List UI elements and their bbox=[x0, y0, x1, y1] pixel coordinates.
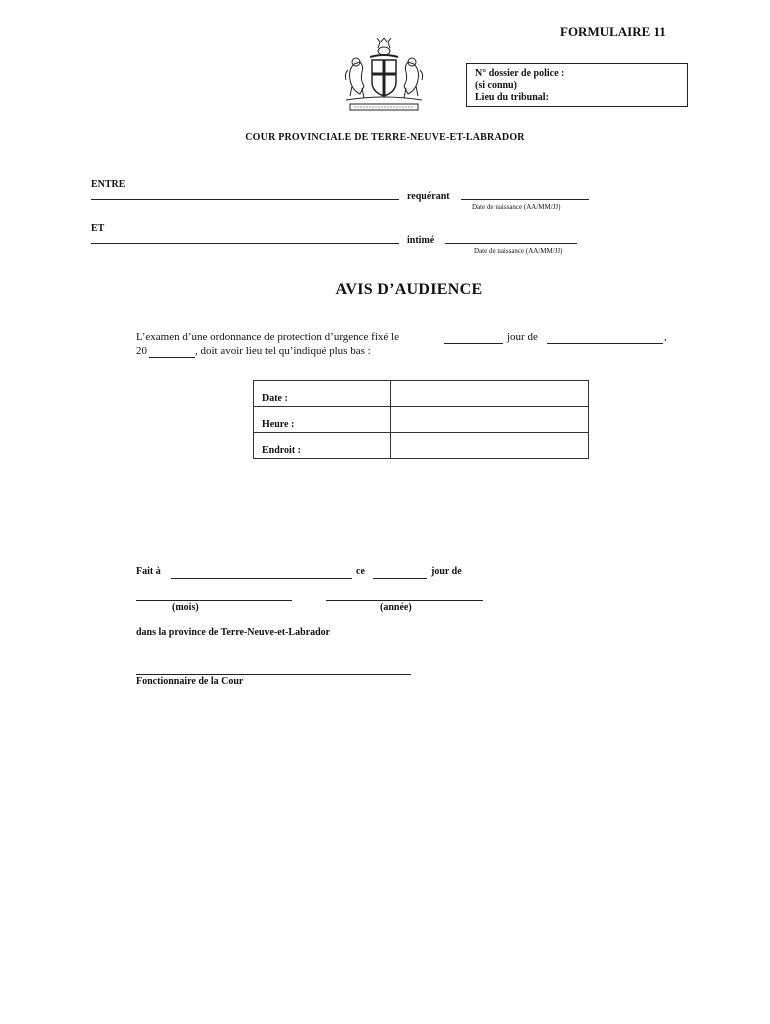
applicant-dob-caption: Date de naissance (AA/MM/JJ) bbox=[472, 203, 561, 211]
date-label: Date : bbox=[254, 381, 391, 407]
officer-caption: Fonctionnaire de la Cour bbox=[136, 676, 244, 687]
signature-year-line[interactable] bbox=[326, 600, 483, 601]
date-value-cell[interactable] bbox=[391, 381, 589, 407]
and-label: ET bbox=[91, 223, 105, 234]
respondent-label: intimé bbox=[407, 235, 435, 246]
officer-signature-line[interactable] bbox=[136, 674, 411, 675]
form-number: FORMULAIRE 11 bbox=[560, 24, 666, 39]
table-row bbox=[254, 433, 589, 459]
location-value-cell[interactable] bbox=[391, 433, 589, 459]
day-line[interactable] bbox=[444, 343, 503, 344]
police-file-known-label: (si connu) bbox=[475, 80, 517, 91]
location-label: Endroit : bbox=[254, 433, 391, 459]
time-value-cell[interactable] bbox=[391, 407, 589, 433]
table-row bbox=[254, 381, 589, 407]
signature-month-line[interactable] bbox=[136, 600, 292, 601]
coat-of-arms-icon bbox=[334, 34, 434, 114]
body-line1-text: L’examen d’une ordonnance de protection d’urgence fixé le bbox=[136, 331, 399, 343]
ce-label: ce bbox=[356, 566, 365, 577]
body-line2-year-prefix: 20 bbox=[136, 345, 147, 357]
year-line[interactable] bbox=[149, 357, 195, 358]
applicant-label: requérant bbox=[407, 191, 450, 202]
time-label: Heure : bbox=[254, 407, 391, 433]
between-label: ENTRE bbox=[91, 179, 126, 190]
applicant-name-line[interactable] bbox=[91, 199, 399, 200]
body-line1-comma: , bbox=[664, 331, 667, 343]
police-file-box bbox=[466, 63, 688, 107]
notice-title: AVIS D’AUDIENCE bbox=[335, 281, 483, 298]
body-line2-text: , doit avoir lieu tel qu’indiqué plus bas : bbox=[195, 345, 371, 357]
place-line[interactable] bbox=[171, 578, 352, 579]
done-at-label: Fait à bbox=[136, 566, 161, 577]
respondent-dob-line[interactable] bbox=[445, 243, 577, 244]
province-line: dans la province de Terre-Neuve-et-Labrador bbox=[136, 627, 331, 638]
court-location-label: Lieu du tribunal: bbox=[475, 92, 549, 103]
body-line1-month-text: jour de bbox=[507, 331, 538, 343]
month-line[interactable] bbox=[547, 343, 663, 344]
respondent-dob-caption: Date de naissance (AA/MM/JJ) bbox=[474, 247, 563, 255]
signature-day-line[interactable] bbox=[373, 578, 427, 579]
year-caption: (année) bbox=[380, 602, 412, 613]
police-file-number-label: N° dossier de police : bbox=[475, 68, 565, 79]
month-caption: (mois) bbox=[172, 602, 199, 613]
court-title: COUR PROVINCIALE DE TERRE-NEUVE-ET-LABRADOR bbox=[245, 132, 525, 143]
respondent-name-line[interactable] bbox=[91, 243, 399, 244]
jour-de-label: jour de bbox=[431, 566, 462, 577]
applicant-dob-line[interactable] bbox=[461, 199, 589, 200]
table-row bbox=[254, 407, 589, 433]
hearing-details-table bbox=[253, 380, 589, 459]
